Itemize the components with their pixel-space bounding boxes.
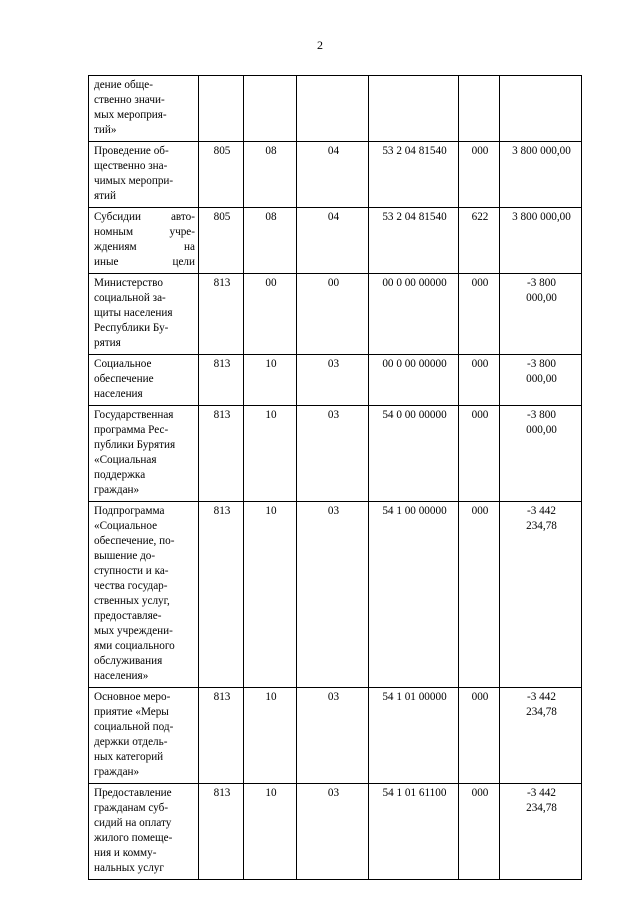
amount-cell: -3 800 000,00 xyxy=(500,274,582,355)
subsection-cell: 04 xyxy=(297,208,369,274)
row-name-cell: дение обще- ственно значи- мых мероприя- тий» xyxy=(89,76,199,142)
section-cell: 10 xyxy=(244,502,297,688)
ved-cell xyxy=(199,76,244,142)
row-name-cell: Социальное обеспечение населения xyxy=(89,355,199,406)
subsection-cell: 00 xyxy=(297,274,369,355)
target-article-cell: 54 0 00 00000 xyxy=(369,406,459,502)
ved-cell: 813 xyxy=(199,406,244,502)
ved-cell: 805 xyxy=(199,142,244,208)
section-cell xyxy=(244,76,297,142)
subsection-cell: 03 xyxy=(297,784,369,880)
target-article-cell: 54 1 00 00000 xyxy=(369,502,459,688)
expense-type-cell: 000 xyxy=(459,688,500,784)
amount-cell: -3 442 234,78 xyxy=(500,502,582,688)
target-article-cell: 54 1 01 61100 xyxy=(369,784,459,880)
section-cell: 08 xyxy=(244,142,297,208)
table-row xyxy=(89,142,582,208)
table-row xyxy=(89,688,582,784)
table-row xyxy=(89,502,582,688)
expense-type-cell xyxy=(459,76,500,142)
target-article-cell: 53 2 04 81540 xyxy=(369,208,459,274)
amount-cell xyxy=(500,76,582,142)
expense-type-cell: 000 xyxy=(459,784,500,880)
expense-type-cell: 000 xyxy=(459,406,500,502)
target-article-cell: 53 2 04 81540 xyxy=(369,142,459,208)
table-row xyxy=(89,406,582,502)
amount-cell: -3 442 234,78 xyxy=(500,688,582,784)
expense-type-cell: 000 xyxy=(459,142,500,208)
ved-cell: 813 xyxy=(199,784,244,880)
amount-cell: -3 442 234,78 xyxy=(500,784,582,880)
expense-type-cell: 000 xyxy=(459,502,500,688)
amount-cell: 3 800 000,00 xyxy=(500,208,582,274)
target-article-cell: 00 0 00 00000 xyxy=(369,274,459,355)
expense-type-cell: 622 xyxy=(459,208,500,274)
row-name-cell: Министерство социальной за- щиты населения Республики Бу- рятия xyxy=(89,274,199,355)
row-name-cell: Проведение об- щественно зна- чимых меропри- ятий xyxy=(89,142,199,208)
row-name-cell: Субсидии авто- номным учре- ждениям на иные цели xyxy=(89,208,199,274)
ved-cell: 805 xyxy=(199,208,244,274)
budget-table xyxy=(88,75,582,880)
subsection-cell: 03 xyxy=(297,406,369,502)
target-article-cell: 54 1 01 00000 xyxy=(369,688,459,784)
section-cell: 08 xyxy=(244,208,297,274)
ved-cell: 813 xyxy=(199,688,244,784)
section-cell: 10 xyxy=(244,688,297,784)
section-cell: 00 xyxy=(244,274,297,355)
amount-cell: 3 800 000,00 xyxy=(500,142,582,208)
row-name-cell: Государственная программа Рес- публики Бурятия «Социальная поддержка граждан» xyxy=(89,406,199,502)
row-name-cell: Подпрограмма «Социальное обеспечение, по- вышение до- ступности и ка- чества государ- ственных услуг, предоставляе- мых учреждени- ями социального обслуживания населения» xyxy=(89,502,199,688)
amount-cell: -3 800 000,00 xyxy=(500,406,582,502)
page-number: 2 xyxy=(317,38,323,52)
table-row xyxy=(89,355,582,406)
target-article-cell xyxy=(369,76,459,142)
row-name-cell: Предоставление гражданам суб- сидий на оплату жилого помеще- ния и комму- нальных услуг xyxy=(89,784,199,880)
row-name-cell: Основное меро- приятие «Меры социальной под- держки отдель- ных категорий граждан» xyxy=(89,688,199,784)
amount-cell: -3 800 000,00 xyxy=(500,355,582,406)
subsection-cell: 03 xyxy=(297,502,369,688)
expense-type-cell: 000 xyxy=(459,274,500,355)
section-cell: 10 xyxy=(244,784,297,880)
subsection-cell: 03 xyxy=(297,355,369,406)
section-cell: 10 xyxy=(244,406,297,502)
table-row xyxy=(89,208,582,274)
expense-type-cell: 000 xyxy=(459,355,500,406)
subsection-cell: 04 xyxy=(297,142,369,208)
ved-cell: 813 xyxy=(199,355,244,406)
section-cell: 10 xyxy=(244,355,297,406)
ved-cell: 813 xyxy=(199,274,244,355)
table-row xyxy=(89,274,582,355)
subsection-cell: 03 xyxy=(297,688,369,784)
subsection-cell xyxy=(297,76,369,142)
table-row xyxy=(89,784,582,880)
ved-cell: 813 xyxy=(199,502,244,688)
target-article-cell: 00 0 00 00000 xyxy=(369,355,459,406)
table-row xyxy=(89,76,582,142)
